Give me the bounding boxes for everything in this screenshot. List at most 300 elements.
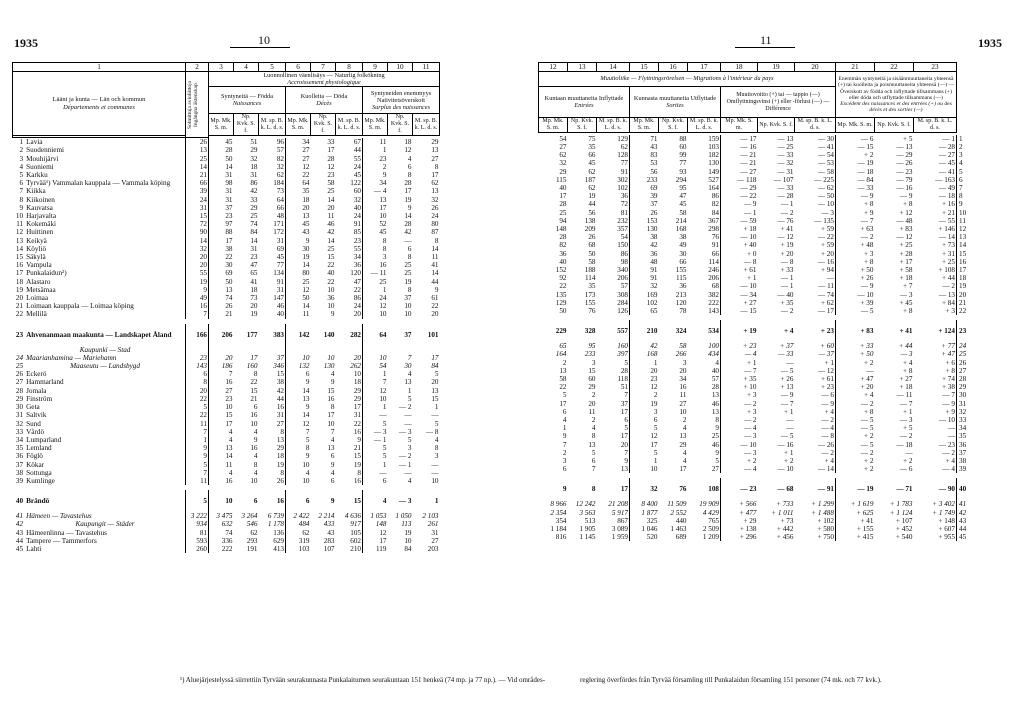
row-number: 1 <box>957 135 968 143</box>
cell-value: + 3 <box>945 306 955 315</box>
cell-value: 14 <box>286 387 311 395</box>
row-number: 29 <box>15 394 24 403</box>
cell-value: 136 <box>273 528 284 537</box>
row-number: 15 <box>15 253 24 262</box>
cell-value: 27 <box>286 146 311 154</box>
cell-value: 81 <box>620 208 628 217</box>
right-row <box>539 176 968 184</box>
cell-value: 5 <box>562 391 567 400</box>
cell-value: 3 563 <box>579 508 596 517</box>
right-row <box>539 416 968 424</box>
row-number <box>13 346 26 354</box>
cell-value: 16 <box>250 444 258 453</box>
deaths-mp: Mp. Mk. S. m. <box>286 114 311 136</box>
cell-value: 16 <box>250 411 258 420</box>
cell-value: 17 <box>363 204 388 212</box>
row-number: 17 <box>957 266 968 274</box>
cell-value: + 41 <box>899 327 913 336</box>
cell-value: 98 <box>620 257 628 266</box>
right-row <box>539 533 968 541</box>
cell-value: 1 <box>363 286 388 294</box>
cell-value: 150 <box>617 241 628 250</box>
cell-value: 22 <box>353 285 361 294</box>
cell-value: 383 <box>273 330 284 339</box>
cell-value: 143 <box>708 306 719 315</box>
cell-value: 58 <box>327 179 335 188</box>
cell-value: + 83 <box>899 224 913 233</box>
cell-value: — 12 <box>777 233 794 242</box>
cell-value: 17 <box>363 537 388 545</box>
cell-value: 25 <box>711 432 719 441</box>
cell-value: — 1 <box>780 200 794 209</box>
cell-value: 12 <box>286 163 311 171</box>
cell-value: 73 <box>276 187 284 196</box>
cell-value: 142 <box>286 324 311 346</box>
cell-value: — 10 <box>721 233 758 241</box>
cell-value: 20 <box>186 261 209 269</box>
cell-value: 6 <box>286 370 311 378</box>
cell-value: 9 <box>186 444 209 452</box>
cell-value: 31 <box>250 244 258 253</box>
right-page-rule <box>735 47 795 48</box>
cell-value: 4 <box>407 476 412 485</box>
municipality-name: Tyrvää¹) Vammalan kauppala — Vammala köping <box>26 179 171 188</box>
cell-value: 43 <box>286 228 311 236</box>
cell-value: 629 <box>273 536 284 545</box>
cell-value: 17 <box>327 411 335 420</box>
cell-value: — 30 <box>817 134 834 143</box>
cell-value: — 33 <box>777 183 794 192</box>
cell-value: — 14 <box>817 465 834 474</box>
cell-value: 5 917 <box>611 508 628 517</box>
cell-value: 2 <box>591 391 596 400</box>
cell-value: 17 <box>404 187 412 196</box>
cell-value: 19 <box>250 310 258 319</box>
cell-value: 1 <box>186 436 209 444</box>
cell-value: — 6 <box>899 465 913 474</box>
left-row <box>13 452 440 460</box>
cell-value: 74 <box>209 529 234 537</box>
cell-value: 35 <box>286 187 311 195</box>
cell-value: + 3 402 <box>932 500 955 509</box>
right-table <box>538 62 967 541</box>
cell-value: + 733 <box>776 500 794 509</box>
cell-value: 32 <box>559 159 567 168</box>
cell-value: 38 <box>276 378 284 387</box>
cell-value: 6 739 <box>267 512 284 521</box>
cell-value: 18 <box>353 378 361 387</box>
left-row <box>13 529 440 537</box>
cell-value: 38 <box>630 233 659 241</box>
cell-value: — <box>786 416 794 424</box>
row-number: 20 <box>15 294 24 303</box>
cell-value: 71 <box>630 135 659 143</box>
cell-value: 12 <box>363 302 388 310</box>
cell-value: 7 <box>624 448 628 457</box>
cell-value: 325 <box>630 517 659 525</box>
cell-value: 36 <box>630 250 659 258</box>
cell-value: — 40 <box>777 290 794 299</box>
cell-value: — 19 <box>836 159 875 167</box>
cell-value: + 8 <box>836 200 875 208</box>
col-num-4: 4 <box>234 63 259 72</box>
cell-value: 298 <box>708 224 719 233</box>
cell-value: 4 429 <box>702 508 719 517</box>
cell-value: 4 <box>330 435 335 444</box>
cell-value: — 23 <box>938 440 955 449</box>
cell-value: — 21 <box>721 151 758 159</box>
cell-value: — 79 <box>896 175 913 184</box>
cell-value: + 77 <box>941 342 955 351</box>
cell-value: — 48 <box>896 216 913 225</box>
right-year: 1935 <box>978 36 1002 50</box>
cell-value: — 22 <box>721 192 758 200</box>
cell-value: 27 <box>559 142 567 151</box>
cell-value: 166 <box>186 324 209 346</box>
cell-value: 9 <box>186 452 209 460</box>
cell-value: 42 <box>630 241 659 249</box>
cell-value: — 18 <box>836 168 875 176</box>
cell-value: — 9 <box>942 399 955 408</box>
cell-value: + 415 <box>836 533 875 541</box>
left-row <box>13 387 440 395</box>
cell-value: — 62 <box>817 183 834 192</box>
cell-value: + 1 299 <box>811 500 834 509</box>
out-label-fr: Sorties <box>666 102 684 110</box>
col-num-16: 16 <box>659 63 688 72</box>
municipality-name: Harjavalta <box>26 212 57 221</box>
col-num-9: 9 <box>363 63 388 72</box>
cell-value: 82 <box>559 241 567 250</box>
cell-value: 8 <box>253 460 258 469</box>
cell-value: 4 <box>286 469 311 477</box>
cell-value: 80 <box>286 269 311 277</box>
cell-value: 51 <box>620 383 628 392</box>
cell-value: — <box>836 367 875 375</box>
cell-value: + 73 <box>941 241 955 250</box>
cell-value: 8 400 <box>630 500 659 508</box>
cell-value: 72 <box>186 220 209 228</box>
left-row <box>13 310 440 318</box>
cell-value: 60 <box>588 374 596 383</box>
cell-value: 10 <box>630 465 659 473</box>
cell-value: 78 <box>679 306 687 315</box>
cell-value: + 1 <box>824 358 834 367</box>
cell-value: 246 <box>708 265 719 274</box>
cell-value: + 38 <box>941 383 955 392</box>
cell-value: 27 <box>431 154 439 163</box>
cell-value: 1 <box>434 497 439 506</box>
row-number: 24 <box>15 353 24 362</box>
cell-value: 11 <box>588 407 596 416</box>
row-number: 25 <box>957 350 968 358</box>
cell-value: 13 <box>286 212 311 220</box>
cell-value: 10 <box>431 476 439 485</box>
cell-value: 105 <box>350 528 361 537</box>
cell-value: 261 <box>427 520 439 529</box>
cell-value: 31 <box>186 204 209 212</box>
cell-value: 15 <box>186 212 209 220</box>
cell-value: 7 <box>330 427 335 436</box>
cell-value: + 138 <box>721 525 758 533</box>
cell-value: 206 <box>617 274 628 283</box>
left-row <box>13 245 440 253</box>
cell-value: 14 <box>431 244 439 253</box>
cell-value: 26 <box>588 233 596 242</box>
cell-value: 66 <box>276 203 284 212</box>
cell-value: + 45 <box>899 298 913 307</box>
row-number: 19 <box>15 285 24 294</box>
cell-value: 40 <box>559 257 567 266</box>
cell-value: + 1 124 <box>889 508 913 517</box>
right-row <box>539 258 968 266</box>
cell-value: + 4 <box>903 358 913 367</box>
cell-value: 30 <box>679 249 687 258</box>
births-msp: M. sp. B. k. L. d. s. <box>259 114 286 136</box>
municipality-name: Maarianhamina — Mariehamn <box>26 353 117 362</box>
cell-value: — 3 <box>721 432 758 440</box>
cell-value: 15 <box>250 386 258 395</box>
left-row <box>13 411 440 419</box>
cell-value: 168 <box>675 224 687 233</box>
cell-value: 9 <box>286 403 311 411</box>
cell-value: 44 <box>353 146 361 155</box>
cell-value: 10 <box>679 407 687 416</box>
cell-value: 91 <box>276 277 284 286</box>
cell-value: 20 <box>327 203 335 212</box>
cell-value: 1 <box>434 403 439 412</box>
cell-value: 29 <box>250 203 258 212</box>
cell-value: 19 <box>404 195 412 204</box>
cell-value: 20 <box>209 354 234 362</box>
row-number: 45 <box>957 533 968 541</box>
cell-value: 5 <box>630 449 659 457</box>
row-number: 3 <box>19 154 24 163</box>
municipality-name: Säkylä <box>26 253 46 262</box>
cell-value: 10 <box>363 395 388 403</box>
row-number: 27 <box>15 378 24 387</box>
cell-value: 282 <box>350 330 361 339</box>
cell-value: 128 <box>617 151 628 160</box>
cell-value: 15 <box>431 394 439 403</box>
cell-value: 8 <box>363 237 388 245</box>
cell-value: — 23 <box>721 478 758 500</box>
cell-value: + 1 <box>784 407 794 416</box>
cell-value: 97 <box>209 220 234 228</box>
cell-value: 74 <box>250 220 258 229</box>
cell-value: 260 <box>186 545 209 553</box>
municipality-name: Geta <box>26 403 40 412</box>
cell-value: — 9 <box>836 192 875 200</box>
cell-value: — 17 <box>817 306 834 315</box>
cell-value: — 12 <box>817 366 834 375</box>
cell-value: 5 <box>434 419 439 428</box>
cell-value: 84 <box>404 544 412 553</box>
cell-value: — 18 <box>938 192 955 201</box>
row-number: 9 <box>957 200 968 208</box>
col-num-3: 3 <box>209 63 234 72</box>
total-np: Np. Kvk. S. f. <box>875 118 914 133</box>
cell-value: — 53 <box>817 159 834 168</box>
cell-value: 54 <box>620 233 628 242</box>
row-number: 10 <box>957 209 968 217</box>
row-number: 43 <box>15 528 24 537</box>
cell-value: 36 <box>559 249 567 258</box>
cell-value: 20 <box>250 302 258 311</box>
left-row <box>13 428 440 436</box>
cell-value: 40 <box>276 310 284 319</box>
cell-value: + 102 <box>817 516 834 525</box>
cell-value: — <box>947 424 955 433</box>
in-mp: Mp. Mk. S. m. <box>539 118 568 133</box>
cell-value: — 4 <box>942 465 955 474</box>
cell-value: 203 <box>427 544 439 553</box>
cell-value: 35 <box>588 282 596 291</box>
municipality-name: Saltvik <box>26 411 47 420</box>
cell-value: 22 <box>209 253 234 261</box>
cell-value: 47 <box>250 261 258 270</box>
left-row <box>13 187 440 195</box>
row-number: 23 <box>957 320 968 342</box>
row-number: 39 <box>15 476 24 485</box>
cell-value: 23 <box>209 395 234 403</box>
col-num-1: 1 <box>13 63 186 72</box>
cell-value: + 18 <box>899 383 913 392</box>
row-number: 11 <box>16 220 24 229</box>
cell-value: 2 509 <box>702 525 719 534</box>
cell-value: — 10 <box>836 291 875 299</box>
row-number: 39 <box>957 465 968 473</box>
cell-value: + 18 <box>899 274 913 283</box>
cell-value: 66 <box>186 179 209 187</box>
cell-value: 69 <box>209 269 234 277</box>
municipality-name: Suodenniemi <box>26 146 65 155</box>
row-number: 36 <box>957 441 968 449</box>
row-number: 38 <box>957 457 968 465</box>
cell-value: — 2 <box>821 448 834 457</box>
row-number: 43 <box>957 517 968 525</box>
cell-value: 3 <box>591 358 596 367</box>
cell-value: + 61 <box>820 374 834 383</box>
cell-value: 10 <box>363 354 388 362</box>
row-number: 40 <box>15 497 24 506</box>
cell-value: 1 209 <box>702 533 719 542</box>
cell-value: — 17 <box>721 135 758 143</box>
cell-value: 18 <box>286 196 311 204</box>
cell-value: + 19 <box>780 241 794 250</box>
cell-value: — 3 <box>899 290 913 299</box>
cell-value: 36 <box>327 294 335 303</box>
cell-value: 15 <box>209 411 234 419</box>
right-row <box>539 408 968 416</box>
right-row <box>539 159 968 167</box>
cell-value: 73 <box>250 294 258 303</box>
cell-value: 76 <box>711 233 719 242</box>
cell-value: 5 <box>363 444 388 452</box>
cell-value: 60 <box>679 142 687 151</box>
cell-value: — <box>431 468 439 477</box>
net-header: Muuttovoitto (+) tai — tappio (—) Omflyttningsvinst (+) eller -förlust (—) — Différence <box>721 87 836 118</box>
row-number: 12 <box>957 225 968 233</box>
row-number: 32 <box>957 408 968 416</box>
cell-value: 48 <box>630 258 659 266</box>
cell-value: — 91 <box>817 485 834 494</box>
cell-value: 9 <box>330 460 335 469</box>
cell-value: + 8 <box>836 258 875 266</box>
cell-value: 8 <box>280 427 284 436</box>
cell-value: 31 <box>276 285 284 294</box>
row-number: 6 <box>957 176 968 184</box>
col-num-13: 13 <box>568 63 597 72</box>
cell-value: 19 <box>404 277 412 286</box>
cell-value: 4 <box>715 358 719 367</box>
row-number: 4 <box>957 159 968 167</box>
cell-value: 114 <box>584 274 596 283</box>
left-footnote: ¹) Aluejärjestelyssä siirrettiin Tyrvään seurakunnasta Punkalaitumen seurakuntaan 151 henkeä (74 mp. ja 77 np.). — Vid områdes- <box>180 676 546 684</box>
right-row <box>539 478 968 500</box>
col-num-19: 19 <box>758 63 795 72</box>
cell-value: — 118 <box>721 176 758 184</box>
cell-value: 4 <box>330 370 335 379</box>
right-row <box>539 350 968 358</box>
row-number: 7 <box>957 184 968 192</box>
cell-value <box>413 346 440 354</box>
cell-value: 25 <box>363 278 388 286</box>
cell-value: 7 <box>407 353 412 362</box>
cell-value: 24 <box>353 212 361 221</box>
row-number: 8 <box>957 192 968 200</box>
cell-value: 91 <box>711 241 719 250</box>
right-row <box>539 500 968 508</box>
cell-value: + 0 <box>721 250 758 258</box>
cell-value: 115 <box>555 175 567 184</box>
cell-value: 13 <box>679 432 687 441</box>
cell-value: — 5 <box>836 416 875 424</box>
cell-value: 513 <box>584 516 596 525</box>
cell-value: 32 <box>250 154 258 163</box>
cell-value: + 31 <box>941 249 955 258</box>
cell-value: 20 <box>620 440 628 449</box>
cell-value: 30 <box>404 362 412 371</box>
cell-value: 8 <box>407 285 412 294</box>
cell-value: + 3 <box>836 250 875 258</box>
cell-value: 4 <box>407 154 412 163</box>
cell-value: 75 <box>588 134 596 143</box>
cell-value: 15 <box>327 386 335 395</box>
cell-value: + 107 <box>895 516 913 525</box>
cell-value: + 442 <box>776 525 794 534</box>
cell-value: 14 <box>250 236 258 245</box>
cell-value: — 1 <box>721 209 758 217</box>
municipality-name: Kaupungit — Städer <box>75 520 135 529</box>
right-row <box>539 217 968 225</box>
row-number: 41 <box>957 500 968 508</box>
cell-value: — <box>786 424 794 433</box>
cell-value: 10 <box>327 302 335 311</box>
cell-value: 153 <box>630 217 659 225</box>
region-label: Lääni ja kunta — Län och kommun <box>52 95 146 103</box>
cell-value: — 16 <box>817 257 834 266</box>
right-row <box>539 241 968 249</box>
cell-value: 187 <box>584 175 596 184</box>
cell-value: — 59 <box>721 217 758 225</box>
cell-value: 632 <box>209 520 234 528</box>
cell-value: 4 <box>434 435 439 444</box>
cell-value: 222 <box>708 298 719 307</box>
cell-value: 40 <box>327 269 335 278</box>
cell-value: + 8 <box>836 408 875 416</box>
surplus-header <box>363 87 440 114</box>
